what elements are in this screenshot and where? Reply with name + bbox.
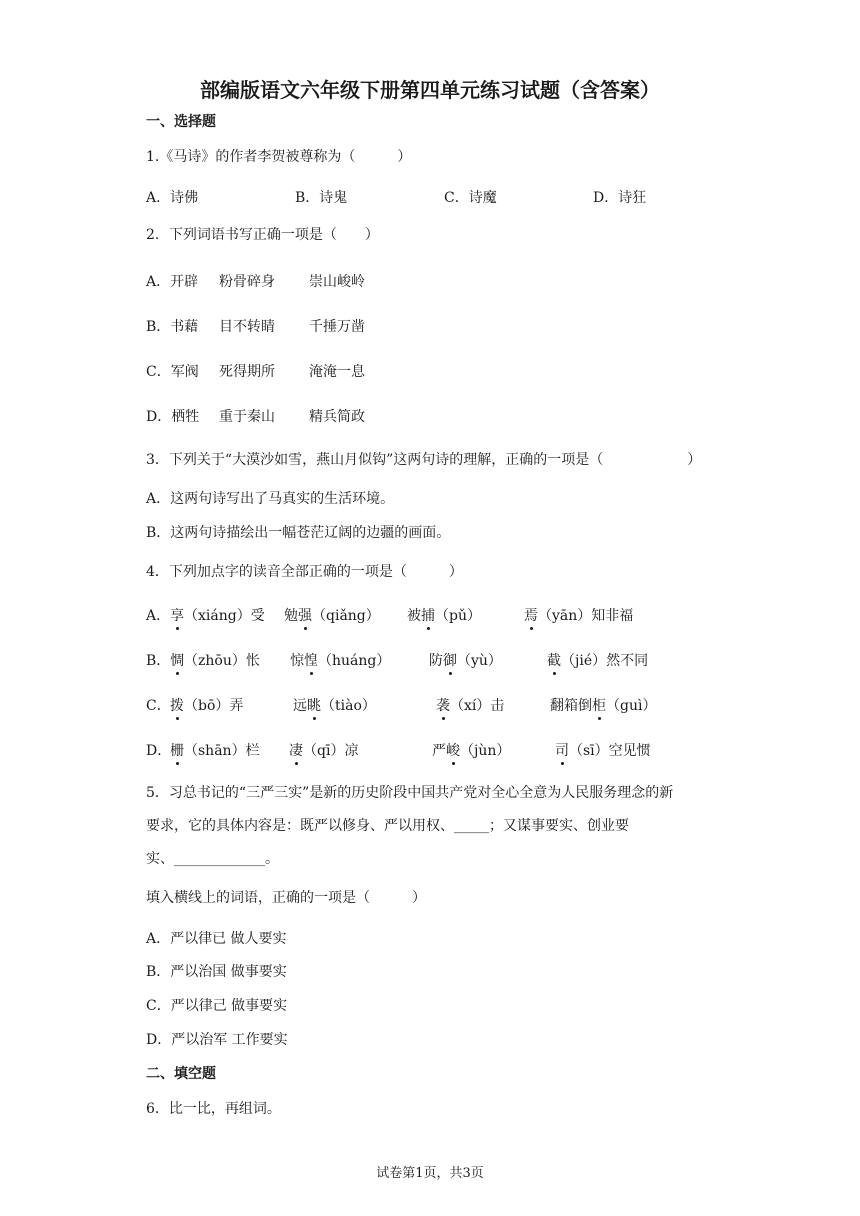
q4-option-d-item3: 严峻（jùn） [432,740,510,760]
q4-option-d-item2: 凄（qī）凉 [289,740,358,760]
dotted-char: 柜 [592,695,606,715]
dotted-char: 焉 [524,605,538,625]
q5-option-c: C．严以律己 做事要实 [146,998,288,1014]
q2-option-d-word1: D．栖牲 [146,409,200,425]
page-title: 部编版语文六年级下册第四单元练习试题（含答案） [200,78,660,102]
q3-option-a: A．这两句诗写出了马真实的生活环境。 [146,491,395,507]
q2-option-c-word3: 淹淹一息 [309,364,365,380]
dotted-char: 峻 [446,740,460,760]
q4-option-c-label: C． [146,698,171,714]
page-footer: 试卷第1页，共3页 [376,1166,484,1181]
q2-option-a-word2: 粉骨碎身 [219,274,275,290]
question-4-stem: 4．下列加点字的读音全部正确的一项是（ ） [146,564,463,580]
q2-option-d-word3: 精兵简政 [309,409,365,425]
dotted-char: 惆 [170,650,184,670]
dotted-char: 凄 [289,740,303,760]
dotted-char: 享 [170,605,184,625]
dotted-char: 惶 [304,650,318,670]
question-2-stem: 2．下列词语书写正确一项是（ ） [146,227,379,243]
q1-option-b: B．诗鬼 [295,190,348,206]
q4-option-c-item1: 拨（bō）弄 [170,695,243,715]
q2-option-a-word1: A．开辟 [146,274,199,290]
question-5-line2: 要求，它的具体内容是：既严以修身、严以用权、_____；又谋事要实、创业要 [146,818,629,834]
q4-option-a-item3: 被捕（pǔ） [407,605,481,625]
dotted-char: 拨 [170,695,184,715]
q2-option-b-word2: 目不转睛 [219,319,275,335]
q2-option-b-word3: 千捶万凿 [309,319,365,335]
q4-option-d-item1: 栅（shān）栏 [170,740,260,760]
q5-option-d: D．严以治军 工作要实 [146,1032,288,1048]
dotted-char: 捕 [421,605,435,625]
section-heading-choice: 一、选择题 [146,114,216,130]
q4-option-c-item3: 袭（xí）击 [436,695,504,715]
q4-option-a-item1: 享（xiáng）受 [170,605,265,625]
q5-option-b: B．严以治国 做事要实 [146,964,287,980]
q4-option-d-label: D． [146,743,172,759]
q4-option-a-item2: 勉强（qiǎng） [284,605,380,625]
q3-option-b: B．这两句诗描绘出一幅苍茫辽阔的边疆的画面。 [146,525,451,541]
q4-option-a-label: A． [146,608,171,624]
q2-option-d-word2: 重于秦山 [219,409,275,425]
q5-option-a: A．严以律已 做人要实 [146,931,287,947]
question-5-line3: 实、_____________。 [146,851,279,867]
q4-option-b-label: B． [146,653,171,669]
dotted-char: 眺 [307,695,321,715]
q4-option-c-item4: 翻箱倒柜（guì） [550,695,656,715]
q4-option-c-item2: 远眺（tiào） [293,695,376,715]
q1-option-c: C．诗魔 [444,190,497,206]
q2-option-a-word3: 崇山峻岭 [309,274,365,290]
q4-option-d-item4: 司（sī）空见惯 [555,740,651,760]
question-1-stem: 1.《马诗》的作者李贺被尊称为（ ） [146,149,412,165]
q4-option-b-item1: 惆（zhōu）怅 [170,650,260,670]
q4-option-b-item4: 截（jié）然不同 [547,650,648,670]
question-6-stem: 6．比一比，再组词。 [146,1101,281,1117]
section-heading-fill: 二、填空题 [146,1066,216,1082]
question-3-stem: 3．下列关于“大漠沙如雪，燕山月似钩”这两句诗的理解，正确的一项是（ ） [146,452,702,468]
dotted-char: 御 [443,650,457,670]
dotted-char: 强 [298,605,312,625]
dotted-char: 司 [555,740,569,760]
q4-option-a-item4: 焉（yān）知非福 [524,605,633,625]
q4-option-b-item2: 惊惶（huáng） [290,650,390,670]
question-5-line1: 5．习总书记的“三严三实”是新的历史阶段中国共产党对全心全意为人民服务理念的新 [146,785,674,801]
q2-option-c-word2: 死得期所 [219,364,275,380]
dotted-char: 截 [547,650,561,670]
q1-option-a: A．诗佛 [146,190,199,206]
q2-option-c-word1: C．军阀 [146,364,199,380]
q1-option-d: D．诗狂 [593,190,647,206]
q4-option-b-item3: 防御（yù） [429,650,502,670]
dotted-char: 栅 [170,740,184,760]
dotted-char: 袭 [436,695,450,715]
question-5-prompt: 填入横线上的词语，正确的一项是（ ） [146,890,426,906]
q2-option-b-word1: B．书藉 [146,319,199,335]
